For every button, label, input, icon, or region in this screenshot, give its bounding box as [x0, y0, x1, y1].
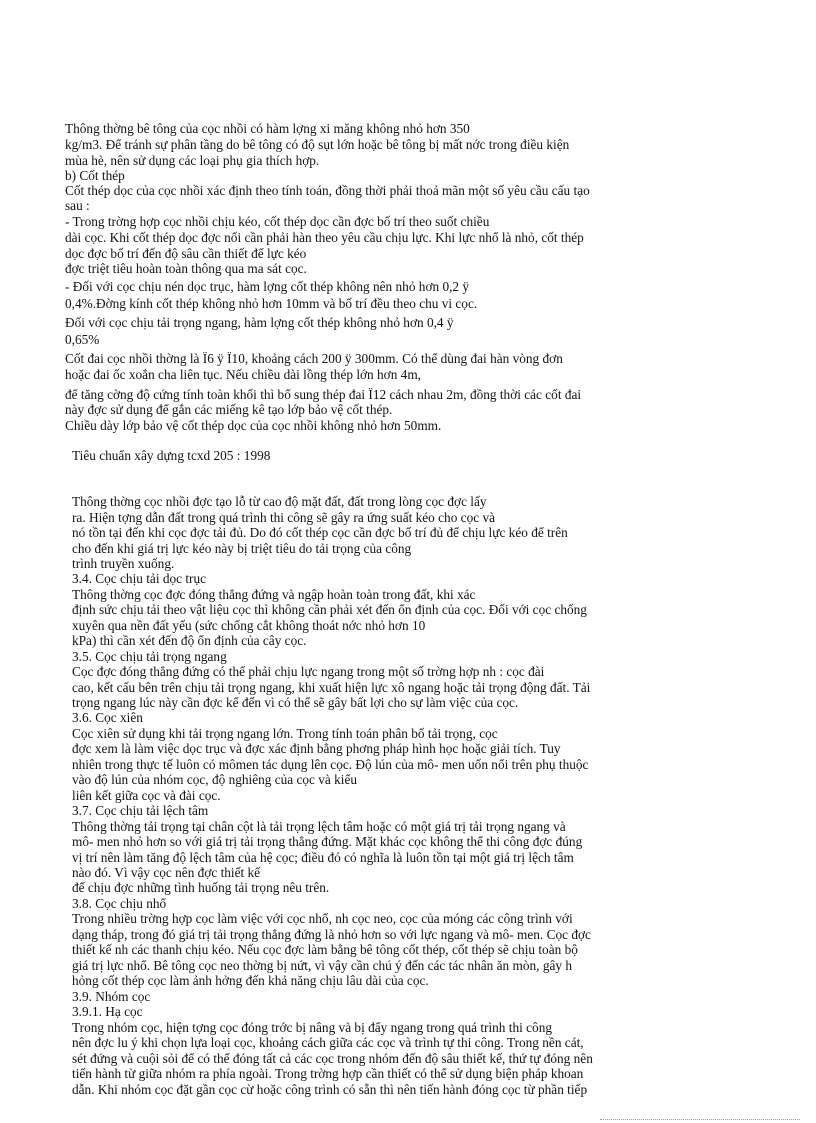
text-line: Cọc đợc đóng thẳng đứng có thể phải chịu lực ngang trong một số trờng hợp nh : cọc đài: [72, 664, 545, 679]
text-line: - Trong trờng hợp cọc nhồi chịu kéo, cốt thép dọc cần đợc bố trí theo suốt chiều: [65, 214, 490, 229]
text-line: nên đợc lu ý khi chọn lựa loại cọc, khoảng cách giữa các cọc và trình tự thi công. Trong nền cát,: [72, 1035, 584, 1050]
text-line: sét đứng và cuội sỏi để có thể đóng tất cả các cọc trong nhóm đến độ sâu thiết kế, thứ tự đóng nên: [72, 1051, 593, 1066]
text-line: nào đó. Vì vậy cọc nên đợc thiết kế: [72, 865, 261, 880]
text-line: dọc đợc bố trí đến độ sâu cần thiết để lực kéo: [65, 246, 307, 261]
section-heading-3-7: 3.7. Cọc chịu tải lệch tâm: [72, 803, 209, 818]
text-line: này đợc sử dụng để gắn các miếng kê tạo lớp bảo vệ cốt thép.: [65, 402, 393, 417]
text-line: hoặc đai ốc xoắn cha liên tục. Nếu chiều dài lồng thép lớn hơn 4m,: [65, 367, 421, 382]
text-line: kPa) thì cần xét đến độ ổn định của cây cọc.: [72, 633, 307, 648]
text-line: mùa hè, nên sử dụng các loại phụ gia thích hợp.: [65, 153, 320, 168]
text-line: định sức chịu tải theo vật liệu cọc thì không cần phải xét đến ổn định của cọc. Đối với cọc chống: [72, 602, 587, 617]
text-line: dạng tháp, trong đó giá trị tải trọng thẳng đứng là nhỏ hơn so với lực ngang và mô- men. Cọc đợc: [72, 927, 591, 942]
text-line: Chiều dày lớp bảo vệ cốt thép dọc của cọc nhồi không nhỏ hơn 50mm.: [65, 418, 442, 433]
footer-dotted-rule: [600, 1119, 800, 1121]
standard-heading: Tiêu chuẩn xây dựng tcxd 205 : 1998: [72, 448, 271, 463]
text-line: sau :: [65, 198, 90, 213]
text-line: đợc triệt tiêu hoàn toàn thông qua ma sát cọc.: [65, 261, 307, 276]
text-line: Đối với cọc chịu tải trọng ngang, hàm lợng cốt thép không nhỏ hơn 0,4 ÿ: [65, 315, 454, 330]
section-heading-3-9: 3.9. Nhóm cọc: [72, 989, 151, 1004]
text-line: nó tồn tại đến khi cọc đợc tải đủ. Do đó cốt thép cọc cần đợc bố trí đủ để chịu lực kéo để trên: [72, 525, 568, 540]
text-line: mô- men nhỏ hơn so với giá trị tải trọng thẳng đứng. Mặt khác cọc không thể thi công đợc đúng: [72, 834, 583, 849]
subheading-cot-thep: b) Cốt thép: [65, 168, 125, 183]
text-line: 0,65%: [65, 332, 100, 347]
text-line: trọng ngang lúc này cần đợc kể đến vì có thể sẽ gây bất lợi cho sự làm việc của cọc.: [72, 695, 519, 710]
text-line: tiến hành từ giữa nhóm ra phía ngoài. Trong trờng hợp cần thiết có thể sử dụng biện pháp khoan: [72, 1066, 584, 1081]
text-line: vào độ lún của nhóm cọc, độ nghiêng của cọc và kiểu: [72, 772, 358, 787]
text-line: - Đối với cọc chịu nén dọc trục, hàm lợng cốt thép không nên nhỏ hơn 0,2 ÿ: [65, 279, 470, 294]
text-line: xuyên qua nền đất yếu (sức chống cắt không thoát nớc nhỏ hơn 10: [72, 618, 426, 633]
text-line: Thông thờng cọc đợc đóng thẳng đứng và ngập hoàn toàn trong đất, khi xác: [72, 587, 476, 602]
section-heading-3-8: 3.8. Cọc chịu nhổ: [72, 896, 167, 911]
section-heading-3-5: 3.5. Cọc chịu tải trọng ngang: [72, 649, 227, 664]
text-line: Cốt đai cọc nhồi thờng là Ï6 ÿ Ï10, khoảng cách 200 ÿ 300mm. Có thể dùng đai hàn vòng đơn: [65, 351, 563, 366]
section-heading-3-9-1: 3.9.1. Hạ cọc: [72, 1004, 143, 1019]
text-line: dài cọc. Khi cốt thép dọc đợc nối cần phải hàn theo yêu cầu chịu lực. Khi lực nhổ là nhỏ, cốt thép: [65, 230, 584, 245]
text-line: Thông thờng bê tông của cọc nhồi có hàm lợng xi măng không nhỏ hơn 350: [65, 121, 470, 136]
text-line: hỏng cốt thép cọc làm ảnh hởng đến khả năng chịu lâu dài của cọc.: [72, 973, 429, 988]
section-heading-3-4: 3.4. Cọc chịu tải dọc trục: [72, 571, 207, 586]
text-line: nhiên trong thực tế luôn có mômen tác dụng lên cọc. Độ lún của mô- men uốn nổi trên phụ thuộc: [72, 757, 589, 772]
text-line: Cốt thép dọc của cọc nhồi xác định theo tính toán, đồng thời phải thoả mãn một số yêu cầu cấu tạo: [65, 183, 590, 198]
text-line: đợc xem là làm việc dọc trục và đợc xác định bằng phơng pháp hình học hoặc giải tích. Tuy: [72, 741, 561, 756]
text-line: Trong nhiều trờng hợp cọc làm việc với cọc nhổ, nh cọc neo, cọc của móng các công trình với: [72, 911, 573, 926]
text-line: liên kết giữa cọc và đài cọc.: [72, 788, 221, 803]
text-line: kg/m3. Để tránh sự phân tầng do bê tông có độ sụt lớn hoặc bê tông bị mất nớc trong điều kiện: [65, 137, 570, 152]
text-line: cho đến khi giá trị lực kéo này bị triệt tiêu do tải trọng của công: [72, 541, 412, 556]
text-line: để chịu đợc những tình huống tải trọng nêu trên.: [72, 880, 330, 895]
text-line: thiết kế nh các thanh chịu kéo. Nếu cọc đợc làm bằng bê tông cốt thép, cốt thép sẽ chịu toàn bộ: [72, 942, 578, 957]
text-line: dẫn. Khi nhóm cọc đặt gần cọc cừ hoặc công trình có sẵn thì nên tiến hành đóng cọc từ phần tiếp: [72, 1082, 588, 1097]
text-line: ra. Hiện tợng dẫn đất trong quá trình thi công sẽ gây ra ứng suất kéo cho cọc và: [72, 510, 495, 525]
section-heading-3-6: 3.6. Cọc xiên: [72, 710, 143, 725]
text-line: 0,4%.Đờng kính cốt thép không nhỏ hơn 10mm và bố trí đều theo chu vi cọc.: [65, 296, 478, 311]
text-line: Trong nhóm cọc, hiện tợng cọc đóng trớc bị nâng và bị đẩy ngang trong quá trình thi công: [72, 1020, 552, 1035]
text-line: để tăng cờng độ cứng tính toàn khối thì bổ sung thép đai Ï12 cách nhau 2m, đồng thời các cốt đai: [65, 387, 582, 402]
text-line: trình truyền xuống.: [72, 556, 175, 571]
text-line: giá trị lực nhổ. Bê tông cọc neo thờng bị nứt, vì vậy cần chú ý đến các tác nhân ăn mòn, gây h: [72, 958, 572, 973]
text-line: cao, kết cấu bên trên chịu tải trọng ngang, khi xuất hiện lực xô ngang hoặc tải trọng động đất. Tải: [72, 680, 591, 695]
text-line: Cọc xiên sử dụng khi tải trọng ngang lớn. Trong tính toán phân bố tải trọng, cọc: [72, 726, 498, 741]
text-line: Thông thờng cọc nhồi đợc tạo lỗ từ cao độ mặt đất, đất trong lòng cọc đợc lấy: [72, 494, 487, 509]
text-line: vị trí nên làm tăng độ lệch tâm của hệ cọc; điều đó có nghĩa là luôn tồn tại một giá trị lệch tâm: [72, 850, 574, 865]
text-line: Thông thờng tải trọng tại chân cột là tải trọng lệch tâm hoặc có một giá trị tải trọng ngang và: [72, 819, 566, 834]
